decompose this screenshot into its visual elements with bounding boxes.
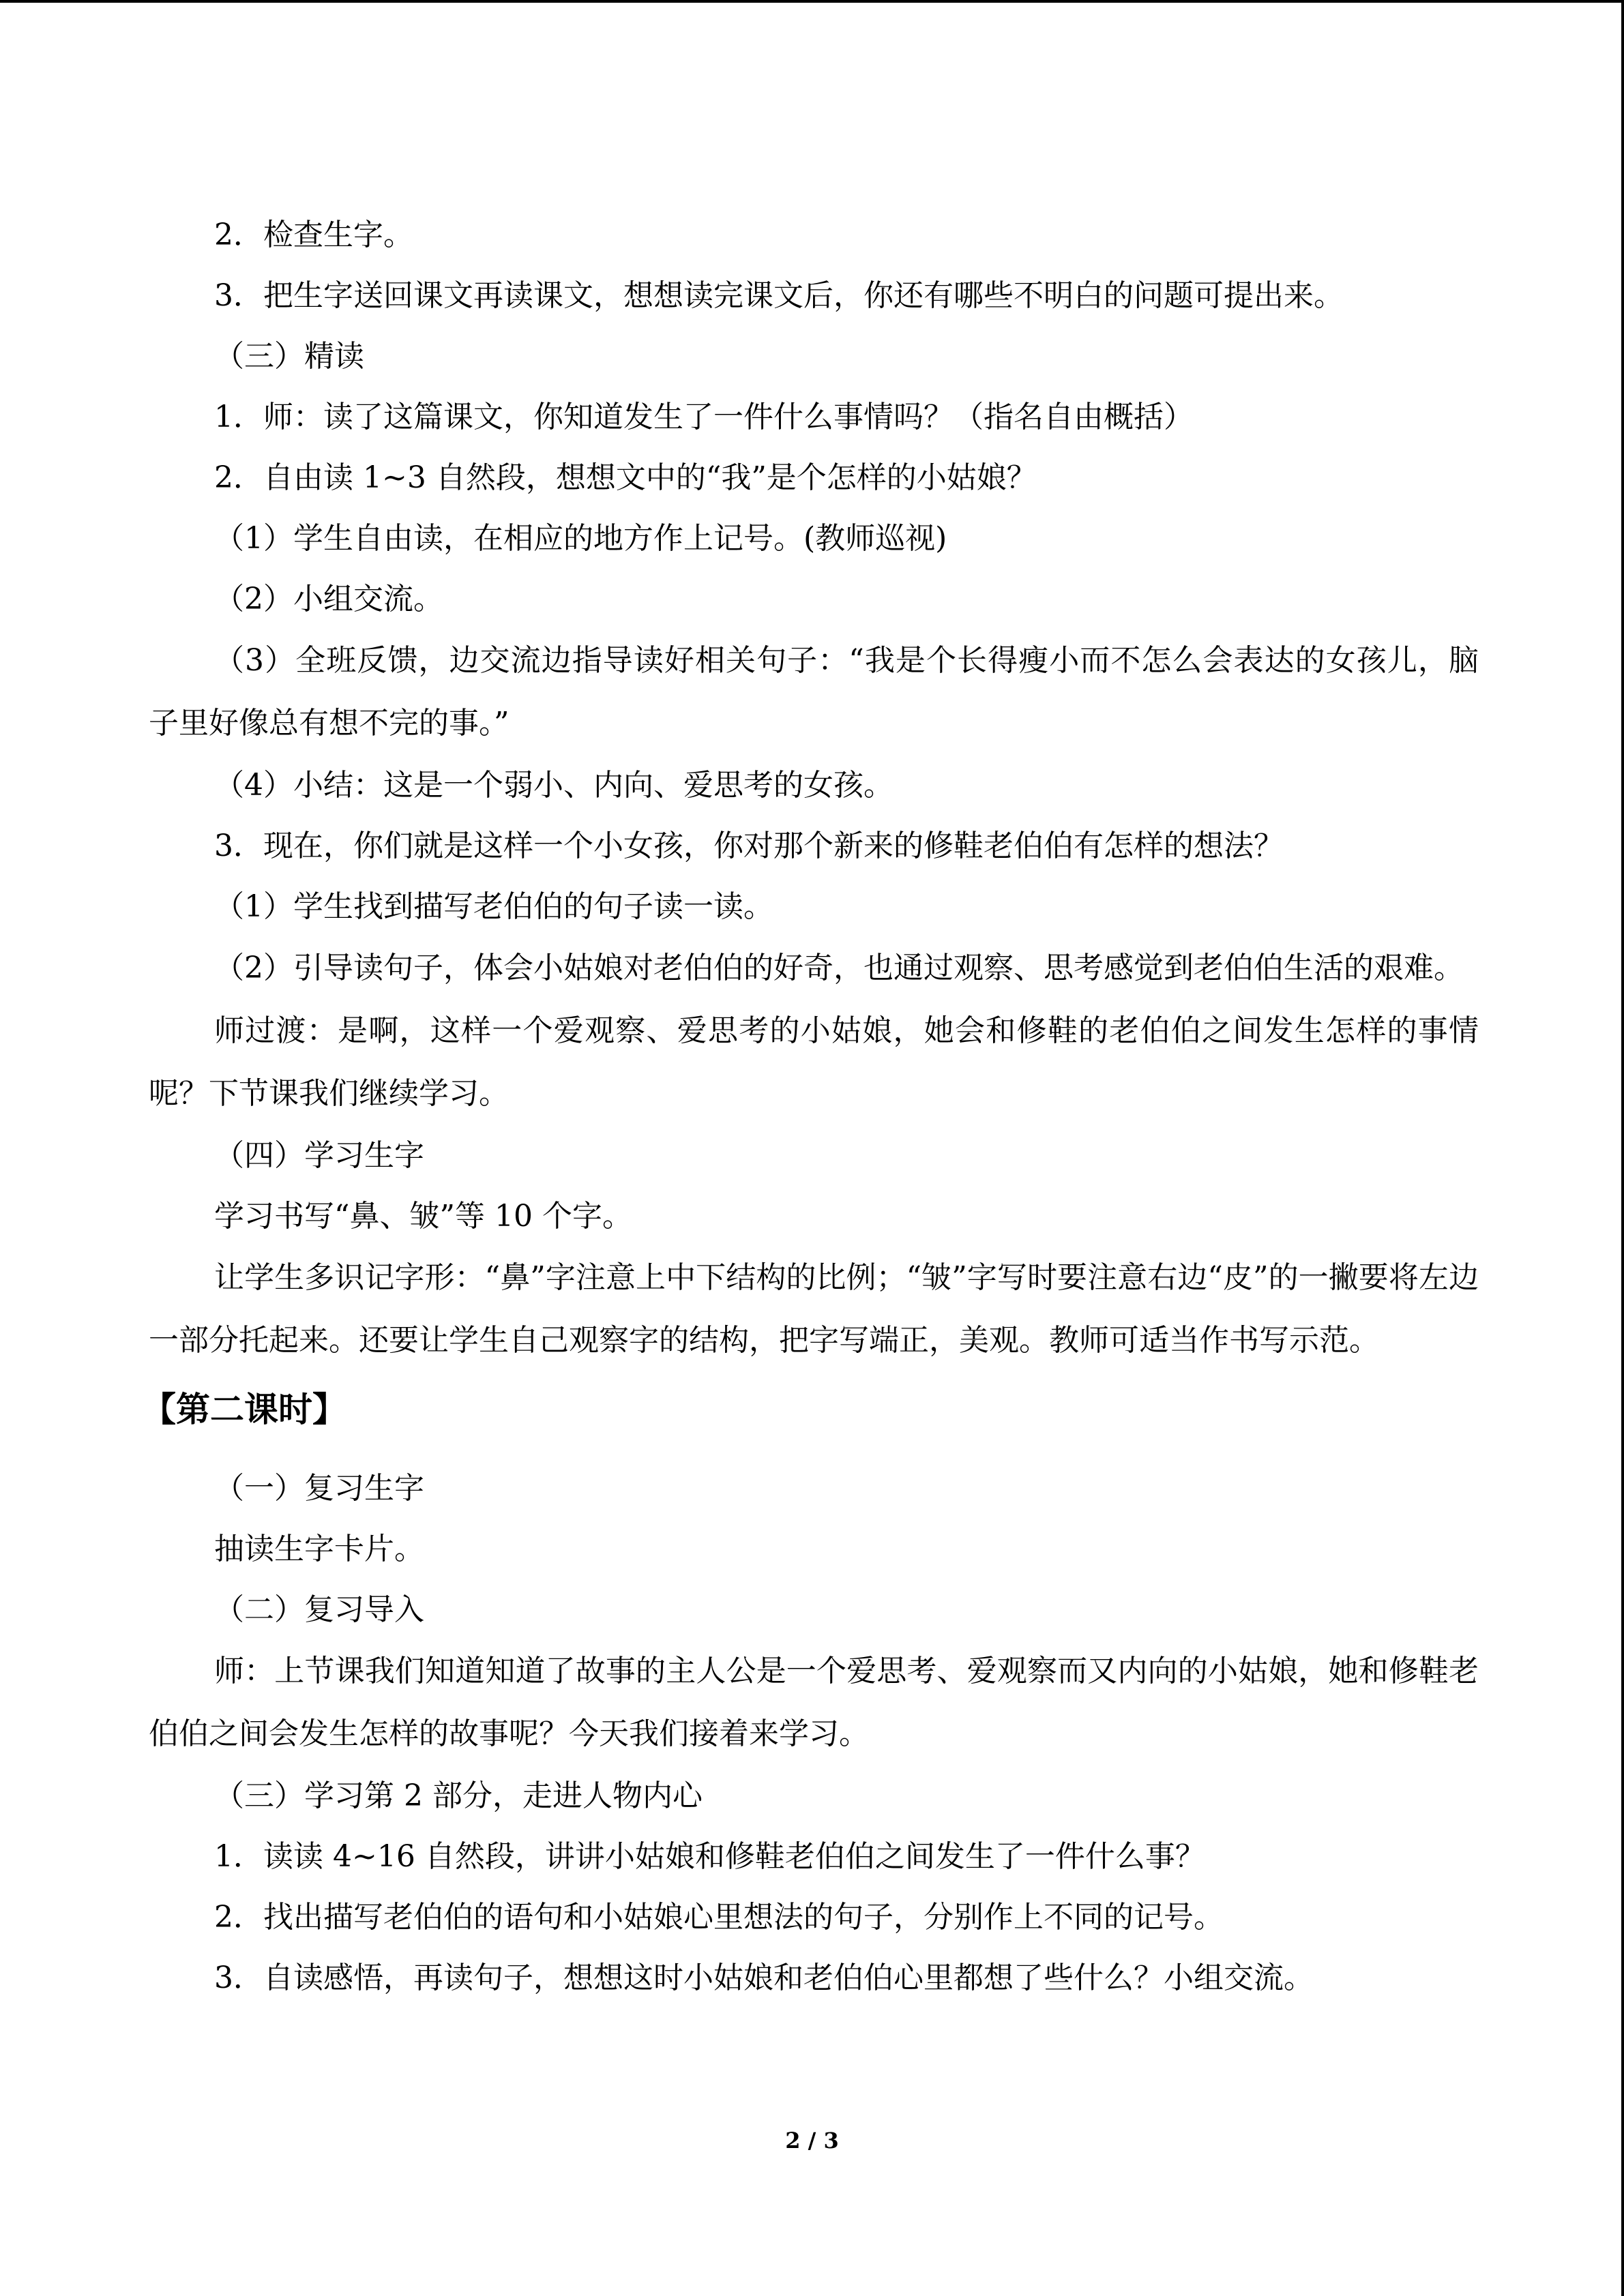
paragraph: （三）精读 — [214, 339, 364, 374]
paragraph: （二）复习导入 — [214, 1592, 424, 1627]
paragraph: （2）小组交流。 — [214, 582, 443, 616]
paragraph: （一）复习生字 — [214, 1471, 424, 1506]
paragraph: 2．找出描写老伯伯的语句和小姑娘心里想法的句子，分别作上不同的记号。 — [214, 1900, 1224, 1935]
right-border — [1621, 0, 1624, 2296]
paragraph: 3．把生字送回课文再读课文，想想读完课文后，你还有哪些不明白的问题可提出来。 — [214, 278, 1344, 313]
paragraph: （三）学习第 2 部分，走进人物内心 — [214, 1778, 703, 1813]
paragraph: 抽读生字卡片。 — [214, 1532, 424, 1566]
paragraph: （四）学习生字 — [214, 1138, 424, 1173]
paragraph: 1．读读 4~16 自然段，讲讲小姑娘和修鞋老伯伯之间发生了一件什么事？ — [214, 1839, 1205, 1874]
document-body — [142, 205, 1479, 2008]
page-number: 2 / 3 — [785, 2128, 839, 2153]
paragraph: （1）学生找到描写老伯伯的句子读一读。 — [214, 889, 773, 924]
paragraph: （4）小结：这是一个弱小、内向、爱思考的女孩。 — [214, 768, 894, 803]
paragraph: （3）全班反馈，边交流边指导读好相关句子：“我是个长得瘦小而不怎么会表达的女孩儿，脑子里好像总有想不完的事。” — [149, 643, 1479, 741]
paragraph: 1．师：读了这篇课文，你知道发生了一件什么事情吗？（指名自由概括） — [214, 400, 1194, 434]
paragraph: （1）学生自由读，在相应的地方作上记号。(教师巡视) — [214, 521, 947, 556]
paragraph: 让学生多识记字形：“鼻”字注意上中下结构的比例；“皱”字写时要注意右边“皮”的一撇要将左边一部分托起来。还要让学生自己观察字的结构，把字写端正，美观。教师可适当作书写示范。 — [149, 1260, 1479, 1358]
paragraph: 2．自由读 1~3 自然段，想想文中的“我”是个怎样的小姑娘？ — [214, 460, 1037, 495]
paragraph: （2）引导读句子，体会小姑娘对老伯伯的好奇，也通过观察、思考感觉到老伯伯生活的艰难。 — [214, 951, 1464, 985]
top-border — [0, 0, 1624, 3]
paragraph: 师：上节课我们知道知道了故事的主人公是一个爱思考、爱观察而又内向的小姑娘，她和修鞋老伯伯之间会发生怎样的故事呢？今天我们接着来学习。 — [149, 1654, 1479, 1751]
paragraph: 师过渡：是啊，这样一个爱观察、爱思考的小姑娘，她会和修鞋的老伯伯之间发生怎样的事情呢？下节课我们继续学习。 — [149, 1013, 1479, 1111]
paragraph: 2．检查生字。 — [214, 218, 413, 252]
paragraph: 3．自读感悟，再读句子，想想这时小姑娘和老伯伯心里都想了些什么？小组交流。 — [214, 1960, 1314, 1995]
paragraph: 3．现在，你们就是这样一个小女孩，你对那个新来的修鞋老伯伯有怎样的想法？ — [214, 829, 1284, 863]
section-heading: 【第二课时】 — [142, 1390, 346, 1429]
paragraph: 学习书写“鼻、皱”等 10 个字。 — [214, 1199, 632, 1234]
